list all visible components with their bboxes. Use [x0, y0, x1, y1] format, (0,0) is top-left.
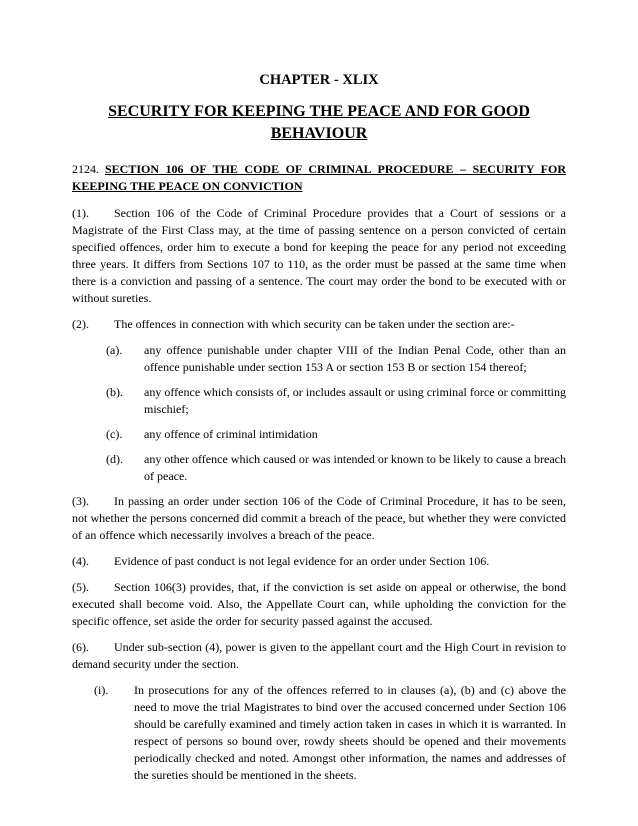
- offence-item-d: [72, 451, 566, 485]
- sub-item-i: [72, 682, 566, 784]
- item-text: any offence of criminal intimidation: [144, 427, 318, 441]
- paragraph-number: (5).: [72, 580, 89, 594]
- paragraph-number: (2).: [72, 317, 89, 331]
- chapter-heading: CHAPTER - XLIX: [259, 72, 379, 88]
- chapter-title: SECURITY FOR KEEPING THE PEACE AND FOR GOOD BEHAVIOUR: [108, 103, 530, 142]
- paragraph-number: (3).: [72, 494, 89, 508]
- item-label: (a).: [106, 343, 123, 357]
- offence-item-a: [72, 342, 566, 376]
- paragraph-text: Evidence of past conduct is not legal evidence for an order under Section 106.: [114, 554, 490, 568]
- paragraph-number: (6).: [72, 640, 89, 654]
- paragraph-3: [72, 493, 566, 544]
- item-text: any offence which consists of, or includes assault or using criminal force or committing mischief;: [144, 385, 566, 416]
- paragraph-4: [72, 553, 566, 570]
- item-label: (b).: [106, 385, 123, 399]
- item-text: In prosecutions for any of the offences referred to in clauses (a), (b) and (c) above the need to move the trial Magistrates to bind over the accused concerned under Section 106 should be carefully examined and timely action taken in cases in which it is warranted. In respect of persons so bound over, rowdy sheets should be opened and their movements periodically checked and noted. Amongst other information, the names and addresses of the sureties should be mentioned in the sheets.: [134, 683, 566, 782]
- section-heading: [72, 161, 566, 195]
- paragraph-number: (1).: [72, 206, 89, 220]
- paragraph-number: (4).: [72, 554, 89, 568]
- paragraph-5: [72, 579, 566, 630]
- paragraph-text: Under sub-section (4), power is given to the appellant court and the High Court in revision to demand security under the section.: [72, 640, 566, 671]
- paragraph-1: [72, 205, 566, 307]
- paragraph-2: [72, 316, 566, 333]
- paragraph-text: In passing an order under section 106 of the Code of Criminal Procedure, it has to be seen, not whether the persons concerned did commit a breach of the peace, but whether they were convicted of an offence which necessarily involves a breach of the peace.: [72, 494, 566, 542]
- section-title: SECTION 106 OF THE CODE OF CRIMINAL PROCEDURE – SECURITY FOR KEEPING THE PEACE ON CONVICTION: [72, 162, 566, 193]
- section-number: 2124.: [72, 162, 99, 176]
- item-text: any other offence which caused or was intended or known to be likely to cause a breach of peace.: [144, 452, 566, 483]
- item-label: (d).: [106, 452, 123, 466]
- document-page: [72, 72, 566, 792]
- item-label: (i).: [94, 683, 109, 697]
- offence-item-b: [72, 384, 566, 418]
- paragraph-text: Section 106(3) provides, that, if the conviction is set aside on appeal or otherwise, the bond executed shall become void. Also, the Appellate Court can, while upholding the conviction for the specific offence, set aside the order for security passed against the accused.: [72, 580, 566, 628]
- offence-item-c: [72, 426, 566, 443]
- item-label: (c).: [106, 427, 123, 441]
- paragraph-6: [72, 639, 566, 673]
- paragraph-text: Section 106 of the Code of Criminal Procedure provides that a Court of sessions or a Magistrate of the First Class may, at the time of passing sentence on a person convicted of certain specified offences, order him to execute a bond for keeping the peace for any period not exceeding three years. It differs from Sections 107 to 110, as the order must be passed at the same time when there is a conviction and passing of a sentence. The court may order the bond to be executed with or without sureties.: [72, 206, 566, 305]
- item-text: any offence punishable under chapter VIII of the Indian Penal Code, other than an offence punishable under section 153 A or section 153 B or section 154 thereof;: [144, 343, 566, 374]
- paragraph-text: The offences in connection with which security can be taken under the section are:-: [114, 317, 515, 331]
